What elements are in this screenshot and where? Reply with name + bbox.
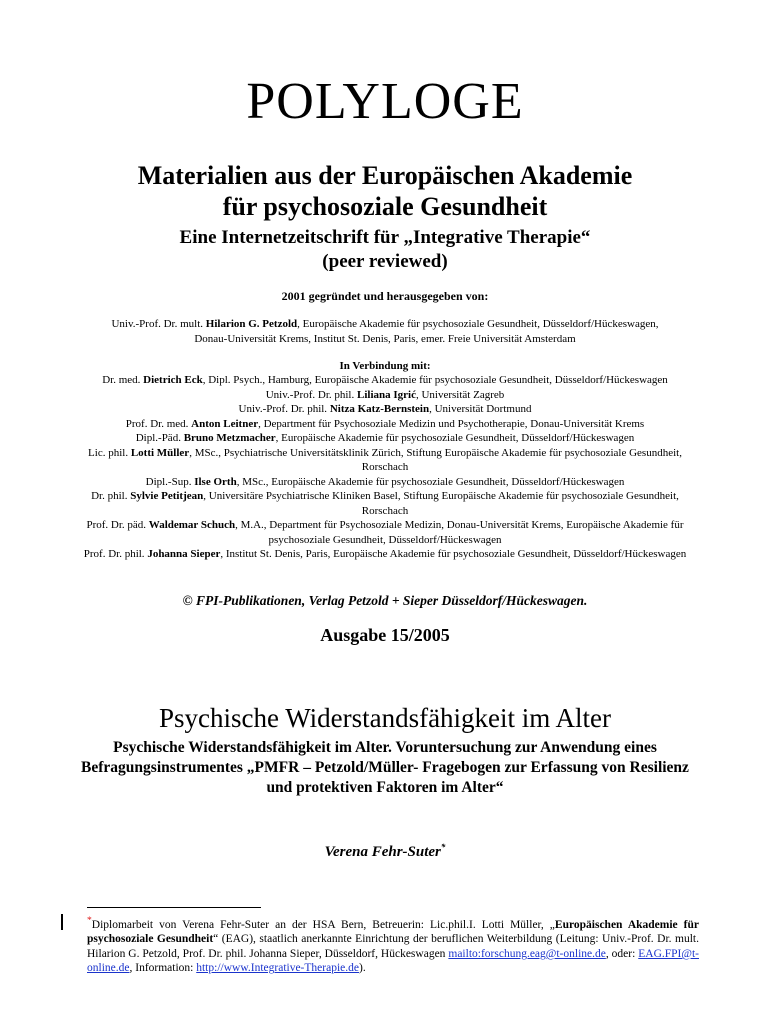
footnote-text: Diplomarbeit von Verena Fehr-Suter an der HSA Bern, Betreuerin: Lic.phil.I. Lotti Müller, „ bbox=[91, 918, 555, 931]
footnote-separator bbox=[87, 907, 261, 908]
journal-line-1: Eine Internetzeitschrift für „Integrative Therapie“ bbox=[179, 227, 591, 248]
person-affiliation: , Europäische Akademie für psychosoziale Gesundheit, Düsseldorf/Hückeswagen bbox=[275, 432, 635, 444]
person-prefix: Dipl.-Päd. bbox=[135, 432, 184, 444]
person-entry bbox=[72, 373, 698, 388]
person-name: Anton Leitner bbox=[191, 417, 259, 430]
journal-line-2: (peer reviewed) bbox=[322, 251, 448, 272]
article-title: Psychische Widerstandsfähigkeit im Alter bbox=[158, 703, 612, 733]
email-link-eag[interactable]: EAG.FPI@t-online.de bbox=[87, 947, 699, 975]
person-name: Lotti Müller bbox=[130, 446, 190, 459]
journal-title: POLYLOGE bbox=[246, 73, 524, 130]
footnote-institution: Europäischen Akademie für psychosoziale Gesundheit bbox=[87, 918, 700, 946]
subtitle-line-1: Materialien aus der Europäischen Akademie bbox=[137, 161, 633, 190]
copyright-line: © FPI-Publikationen, Verlag Petzold + Sieper Düsseldorf/Hückeswagen. bbox=[182, 593, 588, 608]
person-entry bbox=[72, 446, 698, 475]
person-affiliation: , MSc., Europäische Akademie für psychosoziale Gesundheit, Düsseldorf/Hückeswagen bbox=[236, 475, 625, 488]
person-name: Liliana Igrić bbox=[357, 388, 416, 401]
person-entry bbox=[72, 417, 698, 432]
author-name: Verena Fehr-Suter bbox=[324, 844, 441, 860]
person-affiliation: , Universität Dortmund bbox=[429, 403, 532, 415]
subtitle-line-2: für psychosoziale Gesundheit bbox=[222, 192, 548, 221]
issue-number: Ausgabe 15/2005 bbox=[320, 625, 450, 645]
person-prefix: Prof. Dr. päd. bbox=[86, 519, 149, 531]
people-list bbox=[72, 373, 698, 562]
person-name: Dietrich Eck bbox=[143, 374, 203, 386]
person-affiliation: , Department für Psychosoziale Medizin und Psychotherapie, Donau-Universität Krems bbox=[258, 417, 645, 430]
person-name: Ilse Orth bbox=[194, 475, 237, 488]
person-name: Sylvie Petitjean bbox=[130, 490, 204, 502]
editor-suffix: , Europäische Akademie für psychosoziale Gesundheit, Düsseldorf/Hückeswagen, Donau-Universität Krems, Institut St. Denis, Paris, emer. Freie Universität Amsterdam bbox=[194, 318, 659, 345]
person-name: Waldemar Schuch bbox=[148, 519, 236, 531]
footnote bbox=[87, 914, 699, 976]
author-line bbox=[0, 842, 770, 861]
person-name: Bruno Metzmacher bbox=[183, 432, 276, 444]
person-prefix: Lic. phil. bbox=[88, 446, 131, 459]
person-affiliation: , Universitäre Psychiatrische Kliniken Basel, Stiftung Europäische Akademie für psychosoziale Gesundheit, Rorschach bbox=[203, 490, 679, 517]
person-name: Johanna Sieper bbox=[147, 548, 221, 560]
person-affiliation: , MSc., Psychiatrische Universitätsklinik Zürich, Stiftung Europäische Akademie für psychosoziale Gesundheit, Rorschach bbox=[189, 446, 682, 473]
email-link-forschung[interactable]: mailto:forschung.eag@t-online.de bbox=[448, 947, 606, 960]
journal-description bbox=[0, 226, 770, 274]
article-subtitle: Psychische Widerstandsfähigkeit im Alter. Voruntersuchung zur Anwendung eines Befragungsinstrumentes „PMFR – Petzold/Müller- Fragebogen zur Erfassung von Resilienz und protektiven Faktoren im Alter“ bbox=[81, 739, 689, 796]
editor-info bbox=[110, 317, 660, 347]
person-name: Nitza Katz-Bernstein bbox=[329, 403, 430, 415]
person-entry bbox=[72, 547, 698, 562]
person-affiliation: , Universität Zagreb bbox=[415, 388, 505, 401]
person-prefix: Dipl.-Sup. bbox=[145, 475, 195, 488]
editor-name: Hilarion G. Petzold bbox=[205, 318, 298, 330]
person-entry bbox=[72, 388, 698, 403]
change-bar bbox=[61, 914, 63, 930]
person-prefix: Univ.-Prof. Dr. phil. bbox=[265, 388, 357, 401]
author-footnote-mark: * bbox=[440, 842, 446, 852]
website-link[interactable]: http://www.Integrative-Therapie.de bbox=[196, 962, 359, 975]
person-entry bbox=[72, 489, 698, 518]
person-entry bbox=[72, 402, 698, 417]
person-prefix: Prof. Dr. phil. bbox=[83, 548, 148, 560]
footnote-text: “ (EAG), staatlich anerkannte Einrichtung der beruflichen Weiterbildung (Leitung: Univ.-Prof. Dr. mult. Hilarion G. Petzold, Prof. Dr. phil. Johanna Sieper, Düsseldorf, Hückeswagen bbox=[87, 933, 699, 960]
person-entry bbox=[72, 431, 698, 446]
editor-prefix: Univ.-Prof. Dr. mult. bbox=[111, 318, 206, 330]
person-affiliation: , Institut St. Denis, Paris, Europäische Akademie für psychosoziale Gesundheit, Düsseldorf/Hückeswagen bbox=[220, 548, 687, 560]
person-entry bbox=[72, 518, 698, 547]
person-prefix: Prof. Dr. med. bbox=[125, 417, 192, 430]
founded-line: 2001 gegründet und herausgegeben von: bbox=[281, 289, 489, 303]
person-prefix: Dr. med. bbox=[102, 374, 144, 386]
person-affiliation: , M.A., Department für Psychosoziale Medizin, Donau-Universität Krems, Europäische Akademie für psychosoziale Gesundheit, Düsseldorf/Hückeswagen bbox=[235, 519, 684, 546]
connection-heading: In Verbindung mit: bbox=[339, 360, 431, 372]
person-affiliation: , Dipl. Psych., Hamburg, Europäische Akademie für psychosoziale Gesundheit, Düsseldorf/Hückeswagen bbox=[202, 374, 668, 386]
journal-subtitle bbox=[0, 160, 770, 222]
footnote-text: ). bbox=[358, 962, 366, 975]
footnote-text: , oder: bbox=[605, 947, 639, 960]
footnote-mark: * bbox=[87, 915, 92, 926]
footnote-text: , Information: bbox=[129, 962, 197, 975]
person-entry bbox=[72, 475, 698, 490]
person-prefix: Univ.-Prof. Dr. phil. bbox=[238, 403, 330, 415]
person-prefix: Dr. phil. bbox=[91, 490, 131, 502]
